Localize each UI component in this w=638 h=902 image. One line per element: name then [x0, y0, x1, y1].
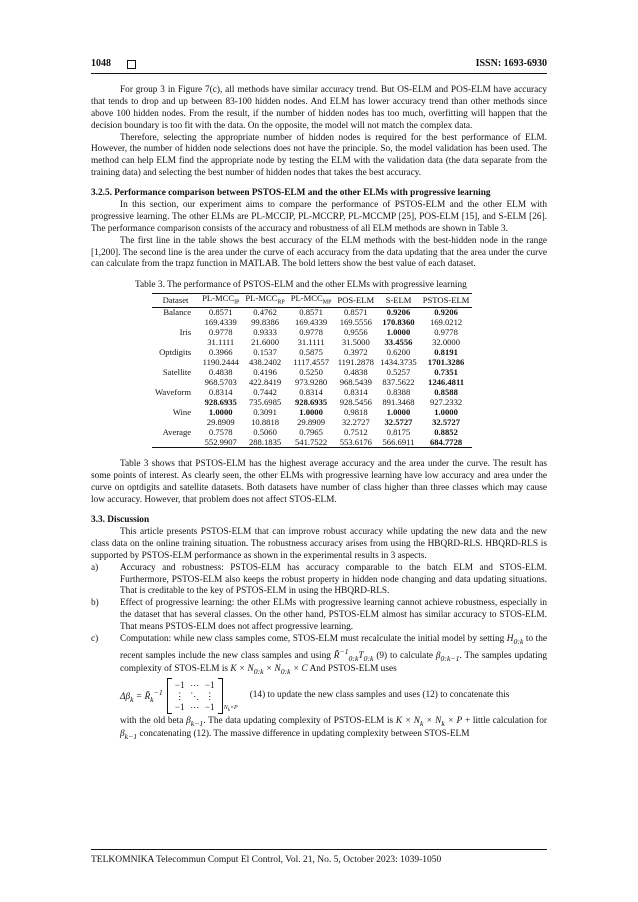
table-cell: 0.5250 — [299, 366, 323, 377]
table-cell: 0.8588 — [434, 386, 458, 397]
table-cell: 0.8852 — [434, 426, 458, 437]
table-cell: 891.3468 — [382, 396, 415, 407]
paragraph: For group 3 in Figure 7(c), all methods have similar accuracy trend. But OS-ELM and POS-ELM have accuracy that tends to drop and up between 83-100 hidden nodes. And ELM has lower accuracy trend than other methods since above 100 hidden nodes. From the result, if the number of hidden nodes has too much, overfitting will happen that the decision boundary is too fit with the data. On the opposite, the model will not match the complex data. — [91, 85, 547, 131]
table-cell: 0.9333 — [253, 326, 277, 337]
journal-issn: ISSN: 1693-6930 — [475, 58, 547, 69]
column-header: $PL-MCC_{MP}$ — [288, 294, 335, 308]
table-cell: 169.4339 — [294, 316, 328, 327]
table-cell: 0.7965 — [299, 426, 323, 437]
table-cell: 169.0212 — [429, 316, 463, 327]
table-cell: 0.9778 — [299, 326, 323, 337]
table-cell: 0.3972 — [343, 346, 368, 357]
dataset-cell: Iris — [179, 326, 192, 337]
table-cell: 32.5727 — [432, 416, 461, 427]
table-cell: 0.9206 — [386, 306, 411, 317]
table-cell: 541.7522 — [288, 438, 335, 448]
table-cell: 837.5622 — [382, 376, 415, 387]
table-cell: 99.8386 — [251, 316, 280, 327]
table-cell: 553.6176 — [334, 438, 377, 448]
page-footer: TELKOMNIKA Telecommun Comput El Control, Vol. 21, No. 5, October 2023: 1039-1050 — [91, 855, 442, 865]
dataset-cell — [152, 438, 199, 448]
dataset-cell: Balance — [163, 306, 192, 317]
dataset-cell: Waveform — [155, 386, 192, 397]
table-cell: 0.7578 — [208, 426, 233, 437]
dataset-cell: Wine — [172, 406, 192, 417]
table-cell: 0.8314 — [299, 386, 323, 397]
table-cell: 438.2402 — [248, 356, 282, 367]
table-cell: 566.6911 — [377, 438, 420, 448]
list-item: a) Accuracy and robustness: PSTOS-ELM has accuracy comparable to the batch ELM and STOS-ELM. Furthermore, PSTOS-ELM also keeps the robust property in hidden node changing and data updating situations. That is creditable to the key of PSTOS-ELM in using the HBQRD-RLS. — [91, 562, 547, 597]
table-cell: 0.6200 — [386, 346, 411, 357]
column-header: $PL-MCC_{RP}$ — [242, 294, 287, 308]
table-cell: 684.7728 — [420, 438, 473, 448]
math-R-inverse: $R̃^{-1}_{0:k}T_{0:k}$ — [333, 646, 374, 663]
table-cell: 927.2332 — [429, 396, 463, 407]
checkbox-square-icon — [127, 60, 136, 69]
table-row — [152, 438, 472, 448]
table-cell: 1.0000 — [434, 406, 458, 417]
table-cell: 0.1537 — [253, 346, 277, 357]
table-cell: 0.5060 — [253, 426, 277, 437]
table-cell: 0.4838 — [343, 366, 368, 377]
table-cell: 422.8419 — [248, 376, 282, 387]
paragraph: Therefore, selecting the appropriate number of hidden nodes is required for the best performance of ELM. However, the number of hidden node selections does not have the principle. So, the model validation has been used. The method can help ELM find the appropriate node by testing the ELM with the validation data (the data separate from the training data) and selecting the best number of hidden nodes that takes the best accuracy. — [91, 132, 547, 179]
column-header: POS-ELM — [334, 294, 377, 308]
table-cell: 10.8818 — [251, 416, 280, 427]
math-pstos-complexity: $K \times N_k \times N_k \times P$ — [395, 716, 463, 729]
table-cell: 0.8388 — [386, 386, 411, 397]
table-cell: 31.1111 — [297, 336, 325, 347]
dataset-cell — [152, 318, 199, 328]
table-cell: 0.9556 — [343, 326, 368, 337]
table-cell: 0.8571 — [343, 306, 368, 317]
table-caption: Table 3. The performance of PSTOS-ELM and the other ELMs with progressive learning — [135, 280, 467, 291]
table-cell: 169.5556 — [339, 316, 372, 327]
table-cell: 0.4838 — [208, 366, 233, 377]
list-item: c) Computation: while new class samples come, STOS-ELM must recalculate the initial model by setting $H_{0:k}$ to the recent samples include the new class samples and using $R̃^{-1}_{0:k}T_{0:k}$ (9) to calculate $\beta_{0:k-1}$. The samples updating complexity of STOS-ELM is $K \times N_{0:k} \times N_{0:k} \times C$ And PSTOS-ELM uses $\Delta\beta_k$ = $R̃_k^{-1}$ −1 ⋯ −1 ⋮ ⋱ ⋮ −1 ⋯ −1 $N_k\times P$ (14) to update the new class samples and uses (12) to concatenate this with the old beta $\beta_{k-1}$. The data updating complexity of PSTOS-ELM is $K \times N_k \times N_k \times P$ + little calculation for $\beta_{k-1}$ concatenating (12). The massive difference in updating complexity between STOS-ELM — [91, 633, 548, 741]
table-cell: 0.8314 — [208, 386, 233, 397]
math-H: $H_{0:k}$ — [506, 633, 524, 646]
matrix-of-minus-ones: −1 ⋯ −1 ⋮ ⋱ ⋮ −1 ⋯ −1 $N_k\times P$ — [167, 678, 238, 714]
table-cell: 0.5257 — [386, 366, 411, 377]
page-header — [91, 58, 547, 72]
table-cell: 32.2727 — [341, 416, 370, 427]
table-cell: 288.1835 — [242, 438, 287, 448]
computation-text: Computation: while new class samples come, STOS-ELM must recalculate the initial model by setting $H_{0:k}$ to the recent samples include the new class samples and using $R̃^{-1}_{0:k}T_{0:k}$ (9) to calculate $\beta_{0:k-1}$. The samples updating complexity of STOS-ELM is $K \times N_{0:k} \times N_{0:k} \times C$ And PSTOS-ELM uses — [120, 633, 548, 676]
table-cell: 928.5456 — [339, 396, 372, 407]
table-cell: 33.4556 — [384, 336, 413, 347]
table-cell: 0.8191 — [434, 346, 458, 357]
header-rule — [91, 73, 547, 74]
paragraph: In this section, our experiment aims to compare the performance of PSTOS-ELM and the other ELM with progressive learning. The other ELMs are PL-MCCIP, PL-MCCRP, PL-MCCMP [25], POS-ELM [15], and S-ELM [26]. The performance comparison consists of the accuracy and robustness of all ELM methods are shown in Table 3. — [91, 200, 547, 234]
table-cell: 32.5727 — [384, 416, 413, 427]
table-cell: 1246.4811 — [428, 376, 465, 387]
table-cell: 0.9778 — [208, 326, 233, 337]
column-header: PSTOS-ELM — [420, 294, 473, 308]
dataset-cell: Optdigits — [159, 346, 192, 357]
table-cell: 928.6935 — [294, 396, 328, 407]
table-cell: 0.9818 — [343, 406, 368, 417]
table-cell: 0.8571 — [208, 306, 233, 317]
table-cell: 1.0000 — [386, 406, 411, 417]
discussion-list — [91, 563, 547, 742]
computation-text-cont: with the old beta $\beta_{k-1}$. The data updating complexity of PSTOS-ELM is $K \times N_k \times N_k \times P$ + little calculation for $\beta_{k-1}$ concatenating (12). The massive difference in updating complexity between STOS-ELM — [120, 716, 547, 741]
table-cell: 0.7351 — [434, 366, 458, 377]
table-cell: 170.8360 — [382, 316, 415, 327]
table-cell: 1434.3735 — [380, 356, 417, 367]
table-cell: 0.9778 — [434, 326, 458, 337]
table-cell: 31.1111 — [207, 336, 235, 347]
paragraph: Table 3 shows that PSTOS-ELM has the highest average accuracy and the area under the curve. The result has some points of interest. As clearly seen, the other ELMs with progressive learning have low accuracy and area under the curve on optdigits and satellite datasets. Both datasets have number of class higher than three classes which may cause low accuracy. However, that problem does not affect STOS-ELM. — [91, 459, 547, 506]
table-cell: 0.3966 — [208, 346, 233, 357]
dataset-cell: Satellite — [162, 366, 192, 377]
table-cell: 0.8571 — [299, 306, 323, 317]
table-cell: 0.4196 — [253, 366, 277, 377]
table-cell: 1.0000 — [208, 406, 233, 417]
table-cell: 973.9280 — [294, 376, 328, 387]
table-cell: 0.5875 — [299, 346, 323, 357]
section-heading: 3.3. Discussion — [91, 515, 150, 526]
table-cell: 32.0000 — [432, 336, 461, 347]
table-cell: 735.6985 — [248, 396, 282, 407]
table-cell: 0.9206 — [434, 306, 458, 317]
table-cell: 1701.3286 — [427, 356, 465, 367]
table-cell: 29.8909 — [297, 416, 326, 427]
table-cell: 968.5703 — [204, 376, 237, 387]
matrix-equation: $\Delta\beta_k$ = $R̃_k^{-1}$ −1 ⋯ −1 ⋮ ⋱ ⋮ −1 ⋯ −1 $N_k\times P$ (14) to update the new class samples and uses (12) to concatenate this — [120, 679, 510, 713]
table-cell: 928.6935 — [204, 396, 237, 407]
table-cell: 29.8909 — [206, 416, 235, 427]
footer-rule — [91, 849, 547, 850]
column-header: S-ELM — [377, 294, 420, 308]
table-cell: 1.0000 — [386, 326, 411, 337]
table-cell: 552.9907 — [199, 438, 242, 448]
table-cell: 0.8175 — [386, 426, 411, 437]
table-cell: 0.3091 — [253, 406, 277, 417]
page-number: 1048 — [91, 58, 111, 69]
page-body — [91, 85, 547, 742]
table-cell: 0.7442 — [253, 386, 277, 397]
table-cell: 1191.2878 — [337, 356, 374, 367]
table-cell: 1.0000 — [299, 406, 323, 417]
table-cell: 169.4339 — [204, 316, 237, 327]
paragraph: This article presents PSTOS-ELM that can improve robust accuracy while updating the new data and the new class data on the online training situation. The robustness accuracy arises from using the HBQRD-RLS. HBQRD-RLS is supported by PSTOS-ELM performance as shown in the experimental results in 3 aspects. — [91, 526, 547, 561]
list-item: b) Effect of progressive learning: the other ELMs with progressive learning cannot achieve robustness, especially in the dataset that has several classes. On the other hand, PSTOS-ELM almost has similar accuracy to STOS-ELM. That means PSTOS-ELM does not affect progressive learning. — [91, 598, 547, 633]
table-header-row — [152, 294, 472, 308]
table-cell: 1117.4557 — [293, 356, 330, 367]
dataset-cell: Average — [162, 426, 192, 437]
math-beta: $\beta_{0:k-1}$ — [435, 650, 460, 663]
table-cell: 0.4762 — [253, 306, 277, 317]
section-heading: 3.2.5. Performance comparison between PSTOS-ELM and the other ELMs with progressive learning — [91, 188, 491, 199]
table-cell: 21.6000 — [251, 336, 280, 347]
table-cell: 968.5439 — [339, 376, 372, 387]
table-cell: 0.8314 — [343, 386, 368, 397]
column-header: $PL-MCC_{IP}$ — [199, 294, 242, 308]
math-stos-complexity: $K \times N_{0:k} \times N_{0:k} \times C$ — [230, 663, 308, 676]
table-cell: 0.7512 — [343, 426, 368, 437]
paragraph: The first line in the table shows the best accuracy of the ELM methods with the best-hidden node in the range [1,200]. The second line is the area under the curve of each accuracy from the data updating that the area under the curve can calculate from the trapz function in MATLAB. The bold letters show the best value of each dataset. — [91, 235, 547, 270]
table-cell: 31.5000 — [341, 336, 370, 347]
column-header: Dataset — [152, 294, 199, 308]
table-cell: 1190.2444 — [202, 356, 239, 367]
performance-table — [152, 293, 472, 448]
